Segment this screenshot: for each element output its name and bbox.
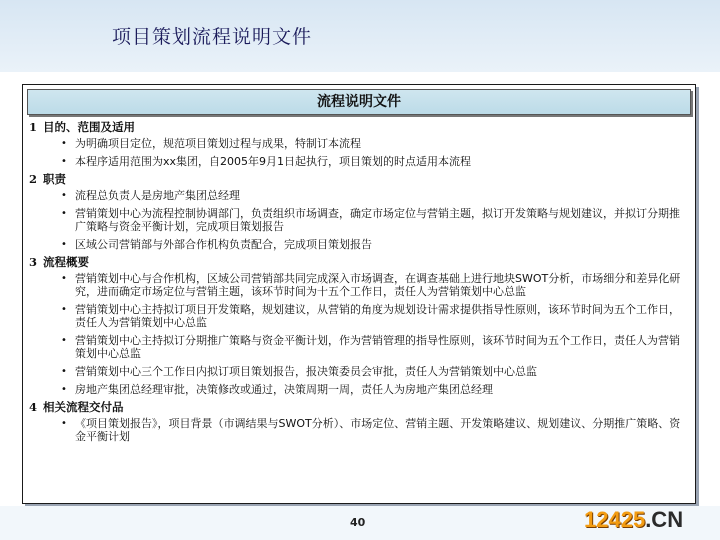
watermark-domain: .CN: [645, 507, 684, 532]
list-item-text: 营销策划中心与合作机构，区域公司营销部共同完成深入市场调查，在调查基础上进行地块SWOT分析，市场细分和差异化研究，进而确定市场定位与营销主题，该环节时间为十五个工作日，责任人为营销策划中心总监: [75, 272, 681, 298]
list-item: [61, 383, 689, 396]
bullet-icon: •: [61, 239, 67, 250]
frame-header-title: 流程说明文件: [317, 94, 401, 110]
list-item-text: 为明确项目定位，规范项目策划过程与成果，特制订本流程: [75, 137, 361, 150]
section-number: 1: [29, 120, 38, 134]
section-number: 2: [29, 172, 38, 186]
list-item-text: 营销策划中心主持拟订项目开发策略，规划建议，从营销的角度为规划设计需求提供指导性原则，该环节时间为五个工作日，责任人为营销策划中心总监: [75, 303, 680, 329]
list-item: [61, 207, 689, 233]
section-number: 3: [29, 255, 38, 269]
bullet-icon: •: [61, 384, 67, 395]
section-heading: [29, 121, 689, 134]
page-number: 40: [350, 516, 366, 529]
bullet-icon: •: [61, 335, 67, 346]
watermark-logo: [584, 508, 712, 532]
list-item: [61, 238, 689, 251]
list-item-text: 本程序适用范围为xx集团，自2005年9月1日起执行，项目策划的时点适用本流程: [75, 155, 472, 168]
frame-header: [27, 89, 691, 115]
bullet-icon: •: [61, 208, 67, 219]
section-title: 相关流程交付品: [43, 400, 124, 414]
section-heading: [29, 173, 689, 186]
list-item-text: 流程总负责人是房地产集团总经理: [75, 189, 240, 202]
list-item-text: 房地产集团总经理审批，决策修改或通过，决策周期一周，责任人为房地产集团总经理: [75, 383, 493, 396]
page-title: 项目策划流程说明文件: [112, 26, 313, 48]
list-item-text: 《项目策划报告》，项目背景（市调结果与SWOT分析）、市场定位、营销主题、开发策略建议、规划建议、分期推广策略、资金平衡计划: [75, 417, 681, 443]
bullet-icon: •: [61, 418, 67, 429]
list-item: [61, 155, 689, 168]
section-heading: [29, 401, 689, 414]
list-item: [61, 334, 689, 360]
list-item: [61, 365, 689, 378]
list-item-text: 区域公司营销部与外部合作机构负责配合，完成项目策划报告: [75, 238, 372, 251]
list-item: [61, 303, 689, 329]
bullet-icon: •: [61, 138, 67, 149]
list-item-text: 营销策划中心主持拟订分期推广策略与资金平衡计划，作为营销管理的指导性原则，该环节时间为五个工作日，责任人为营销策划中心总监: [75, 334, 680, 360]
bullet-icon: •: [61, 273, 67, 284]
bullet-icon: •: [61, 190, 67, 201]
title-band: [0, 0, 720, 72]
content: [29, 121, 689, 448]
bullet-icon: •: [61, 366, 67, 377]
list-item-text: 营销策划中心为流程控制协调部门，负责组织市场调查，确定市场定位与营销主题，拟订开发策略与规划建议，并拟订分期推广策略与资金平衡计划，完成项目策划报告: [75, 207, 680, 233]
section-title: 目的、范围及适用: [43, 120, 135, 134]
document-frame: [22, 84, 696, 504]
section-title: 流程概要: [43, 255, 89, 269]
list-item: [61, 272, 689, 298]
list-item: [61, 417, 689, 443]
section-title: 职责: [43, 172, 66, 186]
watermark-number: 12425: [584, 507, 646, 532]
section-number: 4: [29, 400, 38, 414]
bullet-icon: •: [61, 156, 67, 167]
list-item: [61, 189, 689, 202]
list-item: [61, 137, 689, 150]
section-heading: [29, 256, 689, 269]
bullet-icon: •: [61, 304, 67, 315]
list-item-text: 营销策划中心三个工作日内拟订项目策划报告，报决策委员会审批，责任人为营销策划中心总监: [75, 365, 537, 378]
